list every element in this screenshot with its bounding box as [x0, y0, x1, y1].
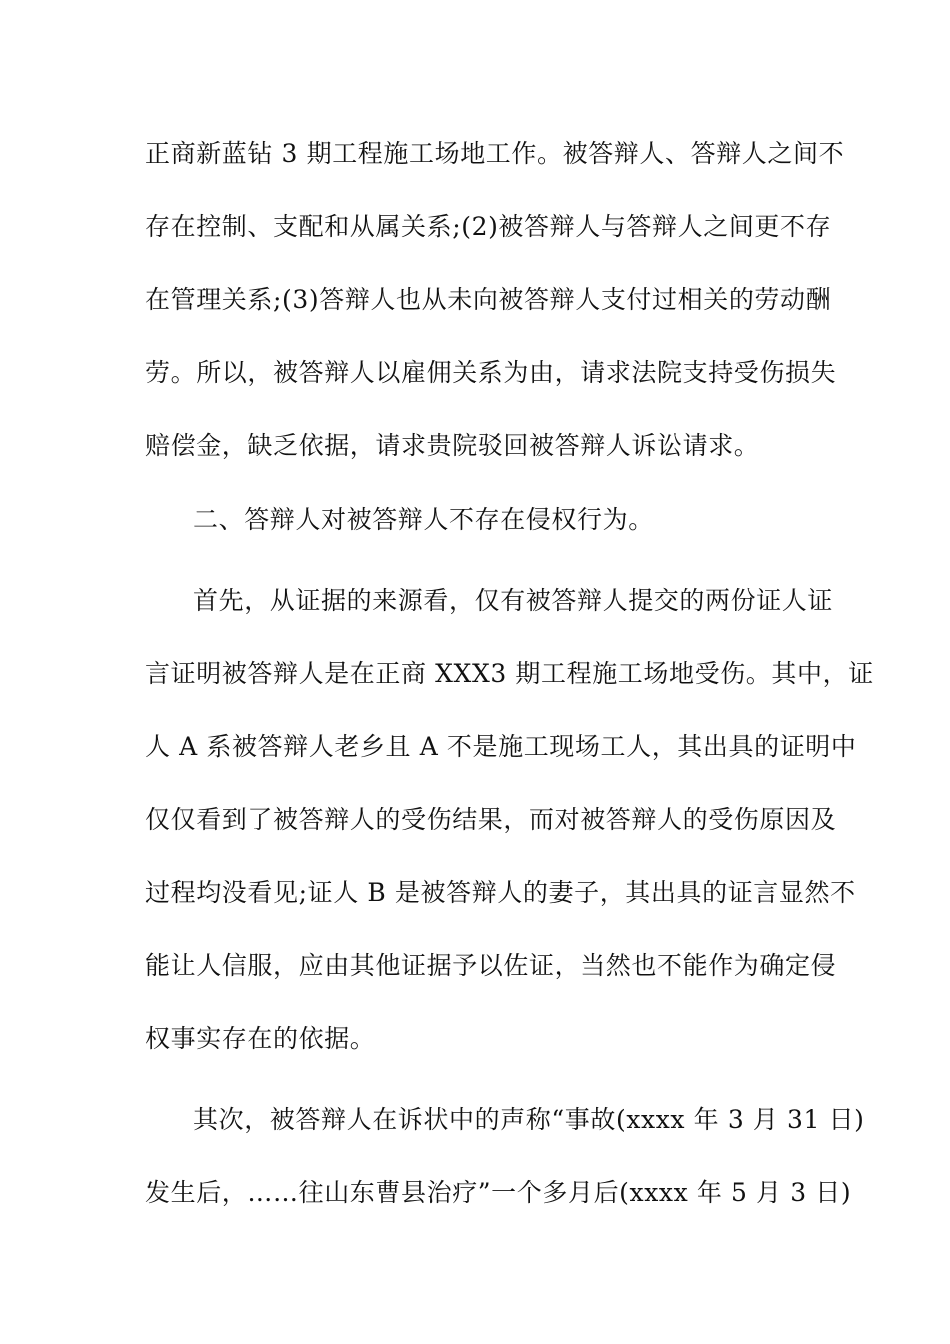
- text-line: 正商新蓝钻 3 期工程施工场地工作。被答辩人、答辩人之间不: [145, 139, 845, 168]
- text-line: 过程均没看见;证人 B 是被答辩人的妻子，其出具的证言显然不: [145, 878, 856, 907]
- section-heading: 二、答辩人对被答辩人不存在侵权行为。: [193, 505, 654, 534]
- text-line: 首先，从证据的来源看，仅有被答辩人提交的两份证人证: [193, 586, 834, 615]
- text-line: 能让人信服，应由其他证据予以佐证，当然也不能作为确定侵: [145, 951, 837, 980]
- text-line: 其次，被答辩人在诉状中的声称“事故(xxxx 年 3 月 31 日): [193, 1105, 865, 1134]
- text-line: 仅仅看到了被答辩人的受伤结果，而对被答辩人的受伤原因及: [145, 805, 837, 834]
- text-line: 存在控制、支配和从属关系;(2)被答辩人与答辩人之间更不存: [145, 212, 832, 241]
- text-line: 在管理关系;(3)答辩人也从未向被答辩人支付过相关的劳动酬: [145, 285, 832, 314]
- text-line: 言证明被答辩人是在正商 XXX3 期工程施工场地受伤。其中，证: [145, 659, 874, 688]
- text-line: 赔偿金，缺乏依据，请求贵院驳回被答辩人诉讼请求。: [145, 431, 760, 460]
- text-line: 劳。所以，被答辩人以雇佣关系为由，请求法院支持受伤损失: [145, 358, 837, 387]
- text-line: 权事实存在的依据。: [145, 1024, 376, 1053]
- text-line: 发生后，……往山东曹县治疗”一个多月后(xxxx 年 5 月 3 日): [145, 1178, 852, 1207]
- text-line: 人 A 系被答辩人老乡且 A 不是施工现场工人，其出具的证明中: [145, 732, 857, 761]
